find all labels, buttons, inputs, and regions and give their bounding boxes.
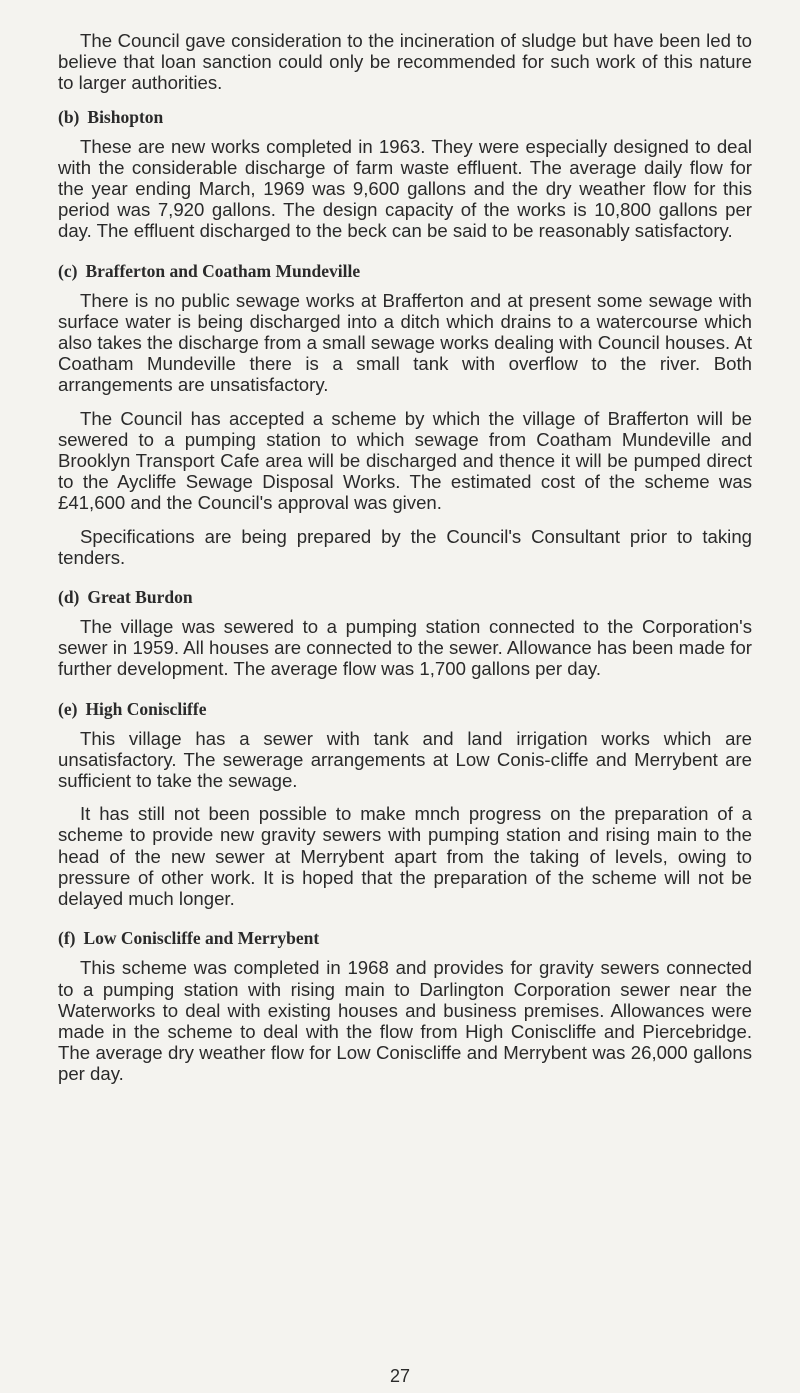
section-e-paragraph-2: It has still not been possible to make mnch progress on the preparation of a scheme to provide new gravity sewers with pumping station and rising main to the head of the new sewer at Merrybent apart from the taking of levels, owing to pressure of other work. It is hoped that the preparation of the scheme will not be delayed much longer.	[58, 803, 752, 910]
section-title: Low Coniscliffe and Merrybent	[83, 928, 320, 949]
section-c-paragraph-2: The Council has accepted a scheme by which the village of Brafferton will be sewered to a pumping station to which sewage from Coatham Mundeville and Brooklyn Transport Cafe area will be discharged and thence it will be pumped direct to the Aycliffe Sewage Disposal Works. The estimated cost of the scheme was £41,600 and the Council's approval was given.	[58, 407, 752, 514]
section-d-paragraph-1: The village was sewered to a pumping station connected to the Corporation's sewer in 1959. All houses are connected to the sewer. Allowance has been made for further development. The average flow was 1,700 gallons per day.	[58, 616, 752, 680]
section-letter: (b)	[58, 106, 80, 127]
section-b-paragraph-1: These are new works completed in 1963. They were especially designed to deal with the considerable discharge of farm waste effluent. The average daily flow for the year ending March, 1969 was 9,600 gallons and the dry weather flow for this period was 7,920 gallons. The design capacity of the works is 10,800 gallons per day. The effluent discharged to the beck can be said to be reasonably satisfactory.	[58, 135, 752, 242]
section-c-paragraph-1: There is no public sewage works at Brafferton and at present some sewage with surface water is being discharged into a ditch which drains to a watercourse which also takes the discharge from a small sewage works dealing with Council houses. At Coatham Mundeville there is a small tank with overflow to the river. Both arrangements are unsatisfactory.	[58, 289, 752, 396]
section-letter: (c)	[58, 260, 78, 281]
section-title: Great Burdon	[87, 587, 193, 608]
section-letter: (f)	[58, 928, 76, 949]
section-e-paragraph-1: This village has a sewer with tank and land irrigation works which are unsatisfactory. The sewerage arrangements at Low Conis-cliffe and Merrybent are sufficient to take the sewage.	[58, 727, 752, 792]
section-title: Brafferton and Coatham Mundeville	[85, 260, 361, 281]
document-page	[58, 30, 752, 1085]
section-heading-b	[58, 106, 752, 128]
section-heading-f	[58, 927, 752, 949]
section-title: High Coniscliffe	[85, 698, 207, 719]
page-number: 27	[389, 1366, 411, 1386]
section-heading-d	[58, 586, 752, 608]
section-title: Bishopton	[87, 106, 164, 127]
section-f-paragraph-1: This scheme was completed in 1968 and provides for gravity sewers connected to a pumping station with rising main to Darlington Corporation sewer near the Waterworks to deal with existing houses and business premises. Allowances were made in the scheme to deal with the flow from High Coniscliffe and Piercebridge. The average dry weather flow for Low Coniscliffe and Merrybent was 26,000 gallons per day.	[58, 957, 752, 1085]
section-heading-e	[58, 698, 752, 720]
section-heading-c	[58, 260, 752, 282]
section-c-paragraph-3: Specifications are being prepared by the Council's Consultant prior to taking tenders.	[58, 525, 752, 568]
section-letter: (e)	[58, 698, 78, 719]
section-letter: (d)	[58, 587, 80, 608]
intro-paragraph: The Council gave consideration to the incineration of sludge but have been led to believe that loan sanction could only be recommended for such work of this nature to larger authorities.	[58, 30, 752, 94]
